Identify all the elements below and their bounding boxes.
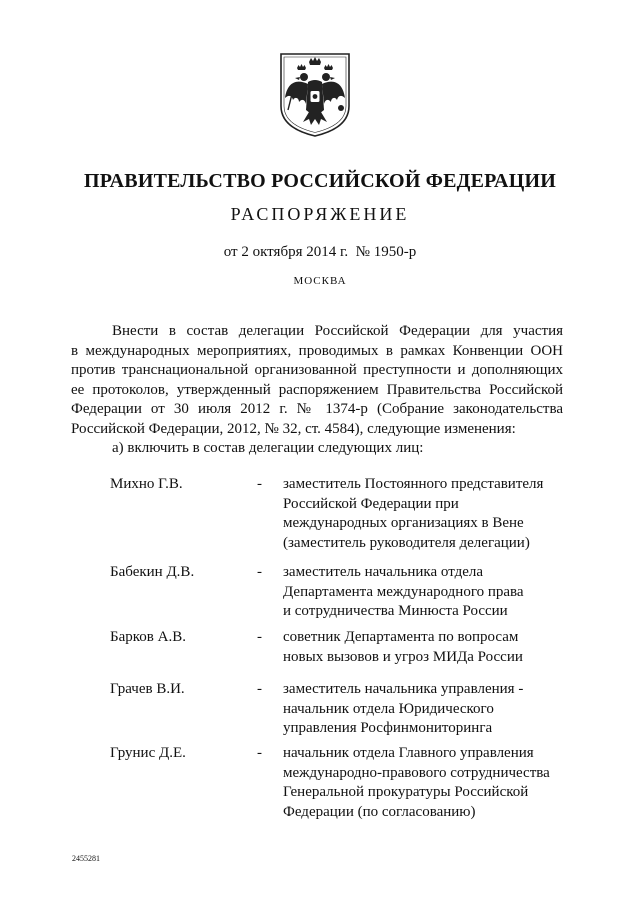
role-line: новых вызовов и угроз МИДа России <box>283 648 523 665</box>
government-title: ПРАВИТЕЛЬСТВО РОССИЙСКОЙ ФЕДЕРАЦИИ <box>84 170 556 192</box>
body-line: Российской Федерации, 2012, № 32, ст. 4584), следующие изменения: <box>71 420 516 437</box>
role-line: и сотрудничества Минюста России <box>283 603 508 619</box>
body-line: ее протоколов, утвержденный распоряжением Правительства Российской <box>71 381 563 398</box>
role-line: начальник отдела Главного управления <box>283 745 534 761</box>
body-line: Внести в состав делегации Российской Федерации для участия <box>112 323 563 339</box>
body-line: а) включить в состав делегации следующих лиц: <box>112 440 424 456</box>
role-line: (заместитель руководителя делегации) <box>283 534 530 551</box>
member-role <box>283 475 583 553</box>
coat-of-arms-emblem <box>275 50 355 138</box>
role-line: советник Департамента по вопросам <box>283 629 519 645</box>
body-line: Федерации от 30 июля 2012 г. № 1374-р (Собрание законодательства <box>71 401 563 417</box>
document-city: МОСКВА <box>293 275 347 287</box>
role-line: заместитель начальника отдела <box>283 564 483 580</box>
member-role <box>283 744 583 822</box>
role-line: международно-правового сотрудничества <box>283 764 550 781</box>
body-line: против транснациональной организованной преступности и дополняющих <box>71 362 563 378</box>
document-code: 2455281 <box>72 854 100 863</box>
order-body <box>71 322 563 459</box>
member-name: Михно Г.В. <box>110 476 183 492</box>
member-name: Грачев В.И. <box>110 681 185 697</box>
role-line: управления Росфинмониторинга <box>283 720 493 736</box>
document-date-number: от 2 октября 2014 г. № 1950-р <box>223 244 417 260</box>
member-role <box>283 563 583 622</box>
body-line: в международных мероприятиях, проводимых в рамках Конвенции ООН <box>71 342 563 359</box>
member-name: Бабекин Д.В. <box>110 564 195 580</box>
member-dash: - <box>257 745 262 761</box>
role-line: Российской Федерации при <box>283 495 459 512</box>
role-line: Департамента международного права <box>283 583 524 600</box>
role-line: Федерации (по согласованию) <box>283 803 476 820</box>
role-line: заместитель начальника управления - <box>283 681 524 697</box>
role-line: начальник отдела Юридического <box>283 700 494 717</box>
document-kind: РАСПОРЯЖЕНИЕ <box>230 204 410 224</box>
member-dash: - <box>257 564 262 580</box>
member-dash: - <box>257 629 262 645</box>
member-role <box>283 628 583 667</box>
member-name: Грунис Д.Е. <box>110 745 186 761</box>
member-dash: - <box>257 681 262 697</box>
role-line: Генеральной прокуратуры Российской <box>283 784 529 800</box>
role-line: международных организациях в Вене <box>283 515 524 531</box>
member-role <box>283 680 583 739</box>
role-line: заместитель Постоянного представителя <box>283 476 544 492</box>
member-dash: - <box>257 476 262 492</box>
member-name: Барков А.В. <box>110 629 186 645</box>
